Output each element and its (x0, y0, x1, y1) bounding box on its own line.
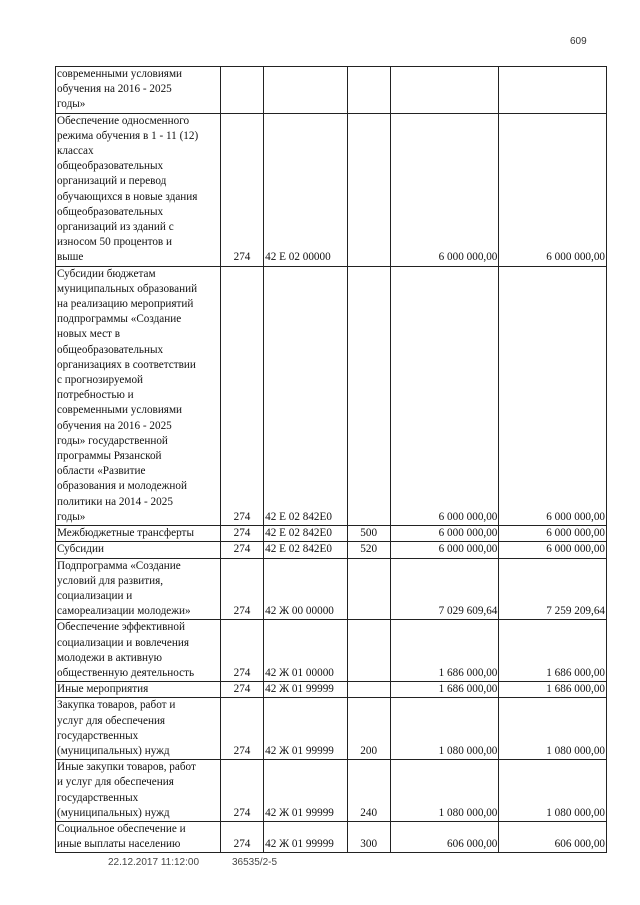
row-amount-year1-cell: 6 000 000,00 (390, 113, 499, 266)
row-amount-year2-cell: 1 686 000,00 (499, 620, 607, 682)
row-target-article-cell: 42 Е 02 00000 (264, 113, 347, 266)
table-row (56, 682, 607, 698)
row-amount-year1-cell: 6 000 000,00 (390, 542, 499, 558)
row-amount-year1-cell: 6 000 000,00 (390, 266, 499, 525)
row-department-code-cell: 274 (220, 266, 263, 525)
table-row (56, 113, 607, 266)
row-amount-year1-cell: 1 686 000,00 (390, 620, 499, 682)
row-department-code-cell: 274 (220, 542, 263, 558)
page-number: 609 (570, 36, 587, 47)
row-name-cell: Социальное обеспечение и иные выплаты населению (56, 821, 221, 852)
row-amount-year1-cell: 6 000 000,00 (390, 526, 499, 542)
row-department-code-cell: 274 (220, 558, 263, 620)
row-amount-year2-cell (499, 67, 607, 114)
row-expense-type-cell (347, 682, 390, 698)
row-target-article-cell: 42 Е 02 842Е0 (264, 526, 347, 542)
row-amount-year2-cell: 6 000 000,00 (499, 113, 607, 266)
row-amount-year2-cell: 606 000,00 (499, 821, 607, 852)
row-expense-type-cell (347, 266, 390, 525)
row-department-code-cell: 274 (220, 821, 263, 852)
row-target-article-cell: 42 Ж 00 00000 (264, 558, 347, 620)
row-expense-type-cell (347, 67, 390, 114)
row-target-article-cell: 42 Ж 01 99999 (264, 821, 347, 852)
table-row (56, 698, 607, 760)
row-name-cell: современными условиями обучения на 2016 - 2025 годы» (56, 67, 221, 114)
row-target-article-cell: 42 Е 02 842Е0 (264, 542, 347, 558)
budget-table-body (56, 67, 607, 853)
row-amount-year1-cell: 606 000,00 (390, 821, 499, 852)
row-department-code-cell: 274 (220, 113, 263, 266)
row-expense-type-cell (347, 620, 390, 682)
row-amount-year1-cell: 1 080 000,00 (390, 760, 499, 822)
row-expense-type-cell (347, 558, 390, 620)
table-row (56, 558, 607, 620)
table-row (56, 266, 607, 525)
row-target-article-cell: 42 Е 02 842Е0 (264, 266, 347, 525)
table-row (56, 542, 607, 558)
row-expense-type-cell: 200 (347, 698, 390, 760)
row-target-article-cell: 42 Ж 01 99999 (264, 698, 347, 760)
row-department-code-cell: 274 (220, 698, 263, 760)
table-row (56, 821, 607, 852)
footer-datetime: 22.12.2017 11:12:00 (108, 857, 200, 868)
row-name-cell: Закупка товаров, работ и услуг для обеспечения государственных (муниципальных) нужд (56, 698, 221, 760)
row-expense-type-cell (347, 113, 390, 266)
table-row (56, 526, 607, 542)
row-name-cell: Субсидии (56, 542, 221, 558)
row-amount-year2-cell: 1 080 000,00 (499, 698, 607, 760)
row-expense-type-cell: 520 (347, 542, 390, 558)
row-expense-type-cell: 240 (347, 760, 390, 822)
row-name-cell: Иные закупки товаров, работ и услуг для обеспечения государственных (муниципальных) нужд (56, 760, 221, 822)
row-target-article-cell: 42 Ж 01 99999 (264, 760, 347, 822)
row-name-cell: Подпрограмма «Создание условий для развития, социализации и самореализации молодежи» (56, 558, 221, 620)
row-department-code-cell (220, 67, 263, 114)
row-department-code-cell: 274 (220, 682, 263, 698)
footer-document-code: 36535/2-5 (232, 857, 278, 868)
row-target-article-cell: 42 Ж 01 99999 (264, 682, 347, 698)
row-amount-year2-cell: 1 080 000,00 (499, 760, 607, 822)
row-name-cell: Субсидии бюджетам муниципальных образований на реализацию мероприятий подпрограммы «Создание новых мест в общеобразовательных организациях в соответствии с прогнозируемой потребностью и современными условиями обучения на 2016 - 2025 годы» государственной программы Рязанской области «Развитие образования и молодежной политики на 2014 - 2025 годы» (56, 266, 221, 525)
table-row (56, 760, 607, 822)
row-expense-type-cell: 500 (347, 526, 390, 542)
row-amount-year1-cell: 1 686 000,00 (390, 682, 499, 698)
table-row (56, 67, 607, 114)
row-target-article-cell: 42 Ж 01 00000 (264, 620, 347, 682)
row-name-cell: Обеспечение односменного режима обучения в 1 - 11 (12) классах общеобразовательных организаций и перевод обучающихся в новые здания общеобразовательных организаций из зданий с износом 50 процентов и выше (56, 113, 221, 266)
row-name-cell: Иные мероприятия (56, 682, 221, 698)
row-amount-year2-cell: 6 000 000,00 (499, 542, 607, 558)
row-department-code-cell: 274 (220, 760, 263, 822)
row-name-cell: Межбюджетные трансферты (56, 526, 221, 542)
row-department-code-cell: 274 (220, 526, 263, 542)
row-target-article-cell (264, 67, 347, 114)
budget-table (55, 66, 607, 853)
row-amount-year2-cell: 1 686 000,00 (499, 682, 607, 698)
row-expense-type-cell: 300 (347, 821, 390, 852)
row-amount-year2-cell: 7 259 209,64 (499, 558, 607, 620)
row-amount-year2-cell: 6 000 000,00 (499, 526, 607, 542)
table-row (56, 620, 607, 682)
row-amount-year1-cell: 1 080 000,00 (390, 698, 499, 760)
row-amount-year1-cell (390, 67, 499, 114)
row-amount-year1-cell: 7 029 609,64 (390, 558, 499, 620)
row-department-code-cell: 274 (220, 620, 263, 682)
row-name-cell: Обеспечение эффективной социализации и вовлечения молодежи в активную общественную деятельность (56, 620, 221, 682)
row-amount-year2-cell: 6 000 000,00 (499, 266, 607, 525)
